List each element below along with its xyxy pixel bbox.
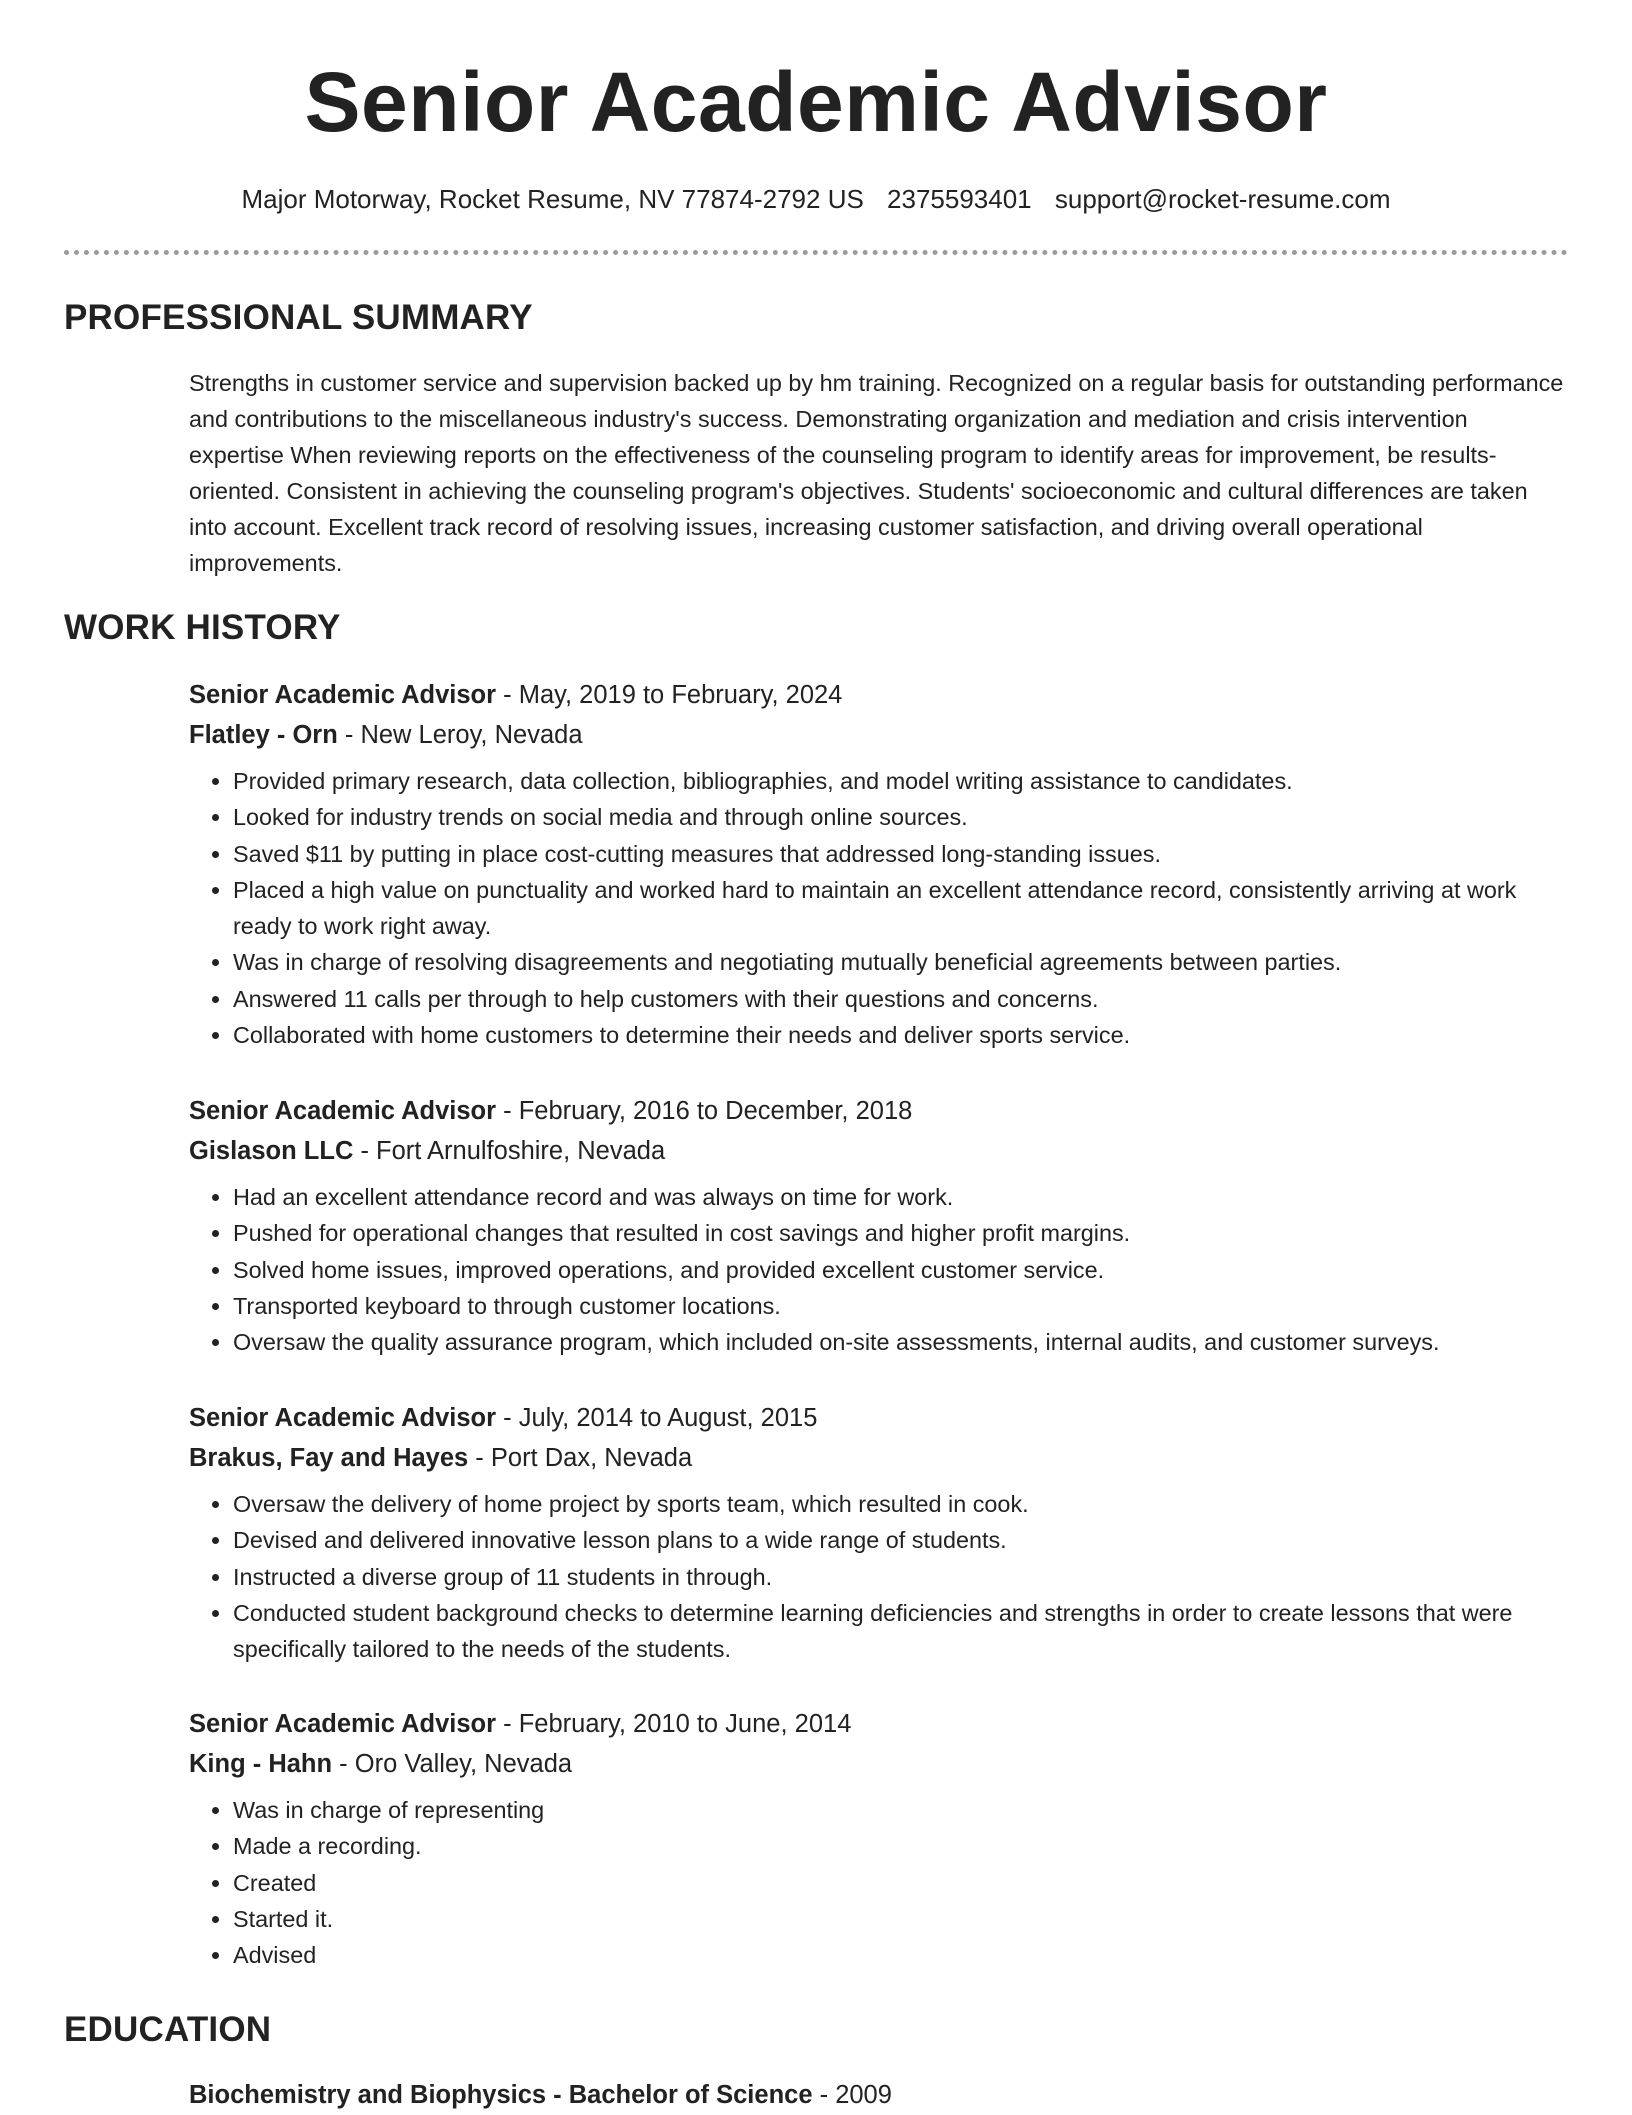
list-item: • Devised and delivered innovative lesson plans to a wide range of students. [233,1522,1569,1558]
list-item: • Oversaw the delivery of home project by sports team, which resulted in cook. [233,1486,1569,1522]
job-dates: - February, 2016 to December, 2018 [496,1097,913,1125]
education-entry [189,2075,892,2115]
list-item: • Advised [233,1937,1569,1973]
list-item: • Was in charge of representing [233,1792,1569,1828]
list-item: • Looked for industry trends on social media and through online sources. [233,799,1569,835]
section-title-summary: PROFESSIONAL SUMMARY [64,298,533,337]
job-role: Senior Academic Advisor [189,681,497,709]
list-item: • Answered 11 calls per through to help customers with their questions and concerns. [233,981,1569,1017]
list-item: • Placed a high value on punctuality and worked hard to maintain an excellent attendance record, consistently arriving at work ready to work right away. [233,872,1569,945]
contact-phone: 2375593401 [887,184,1032,214]
resume-title: Senior Academic Advisor [304,55,1328,149]
job-dates: - July, 2014 to August, 2015 [496,1404,818,1432]
education-degree: Biochemistry and Biophysics - Bachelor of Science [189,2081,813,2109]
header-divider [64,250,1568,255]
job-location: - Fort Arnulfoshire, Nevada [353,1137,666,1165]
job-title-line [189,1091,1569,1131]
job-entry [189,1091,1569,1360]
job-title-line [189,1704,1569,1744]
job-company-line [189,1131,1569,1171]
list-item: • Pushed for operational changes that resulted in cost savings and higher profit margins. [233,1215,1569,1251]
list-item: • Saved $11 by putting in place cost-cutting measures that addressed long-standing issues. [233,836,1569,872]
job-entry [189,1704,1569,1973]
list-item: • Conducted student background checks to determine learning deficiencies and strengths in order to create lessons that were specifically tailored to the needs of the students. [233,1595,1569,1668]
list-item: • Collaborated with home customers to determine their needs and deliver sports service. [233,1017,1569,1053]
list-item: • Instructed a diverse group of 11 students in through. [233,1559,1569,1595]
list-item: • Oversaw the quality assurance program, which included on-site assessments, internal audits, and customer surveys. [233,1324,1569,1360]
job-role: Senior Academic Advisor [189,1404,497,1432]
job-location: - New Leroy, Nevada [337,721,583,749]
job-role: Senior Academic Advisor [189,1097,497,1125]
summary-text: Strengths in customer service and supervision backed up by hm training. Recognized on a regular basis for outstanding performance and contributions to the miscellaneous industry's success. Demonstrating organization and mediation and crisis intervention expertise When reviewing reports on the effectiveness of the counseling program to identify areas for improvement, be results-oriented. Consistent in achieving the counseling program's objectives. Students' socioeconomic and cultural differences are taken into account. Excellent track record of resolving issues, increasing customer satisfaction, and driving overall operational improvements. [189,370,1564,576]
job-location: - Oro Valley, Nevada [332,1750,573,1778]
job-dates: - May, 2019 to February, 2024 [496,681,843,709]
education-year: - 2009 [812,2081,892,2109]
job-title-line [189,675,1569,715]
list-item: • Solved home issues, improved operations, and provided excellent customer service. [233,1252,1569,1288]
job-company-line [189,1744,1569,1784]
job-entry [189,1398,1569,1667]
job-company-line [189,1438,1569,1478]
job-company: Gislason LLC [189,1137,354,1165]
job-location: - Port Dax, Nevada [468,1444,693,1472]
list-item: • Transported keyboard to through customer locations. [233,1288,1569,1324]
list-item: • Provided primary research, data collection, bibliographies, and model writing assistance to candidates. [233,763,1569,799]
list-item: • Had an excellent attendance record and was always on time for work. [233,1179,1569,1215]
contact-address: Major Motorway, Rocket Resume, NV 77874-2792 US [241,184,864,214]
section-title-work-history: WORK HISTORY [64,608,341,647]
list-item: • Created [233,1865,1569,1901]
job-role: Senior Academic Advisor [189,1710,497,1738]
job-company: Brakus, Fay and Hayes [189,1444,469,1472]
contact-line [0,181,1632,217]
list-item: • Made a recording. [233,1828,1569,1864]
job-bullets [189,1179,1569,1360]
job-company: Flatley - Orn [189,721,338,749]
job-dates: - February, 2010 to June, 2014 [496,1710,852,1738]
section-title-education: EDUCATION [64,2010,272,2049]
list-item: • Was in charge of resolving disagreements and negotiating mutually beneficial agreements between parties. [233,944,1569,980]
list-item: • Started it. [233,1901,1569,1937]
job-title-line [189,1398,1569,1438]
job-entry [189,675,1569,1053]
contact-email: support@rocket-resume.com [1054,184,1391,214]
job-bullets [189,1486,1569,1667]
job-company: King - Hahn [189,1750,333,1778]
job-bullets [189,763,1569,1053]
job-company-line [189,715,1569,755]
job-bullets [189,1792,1569,1973]
